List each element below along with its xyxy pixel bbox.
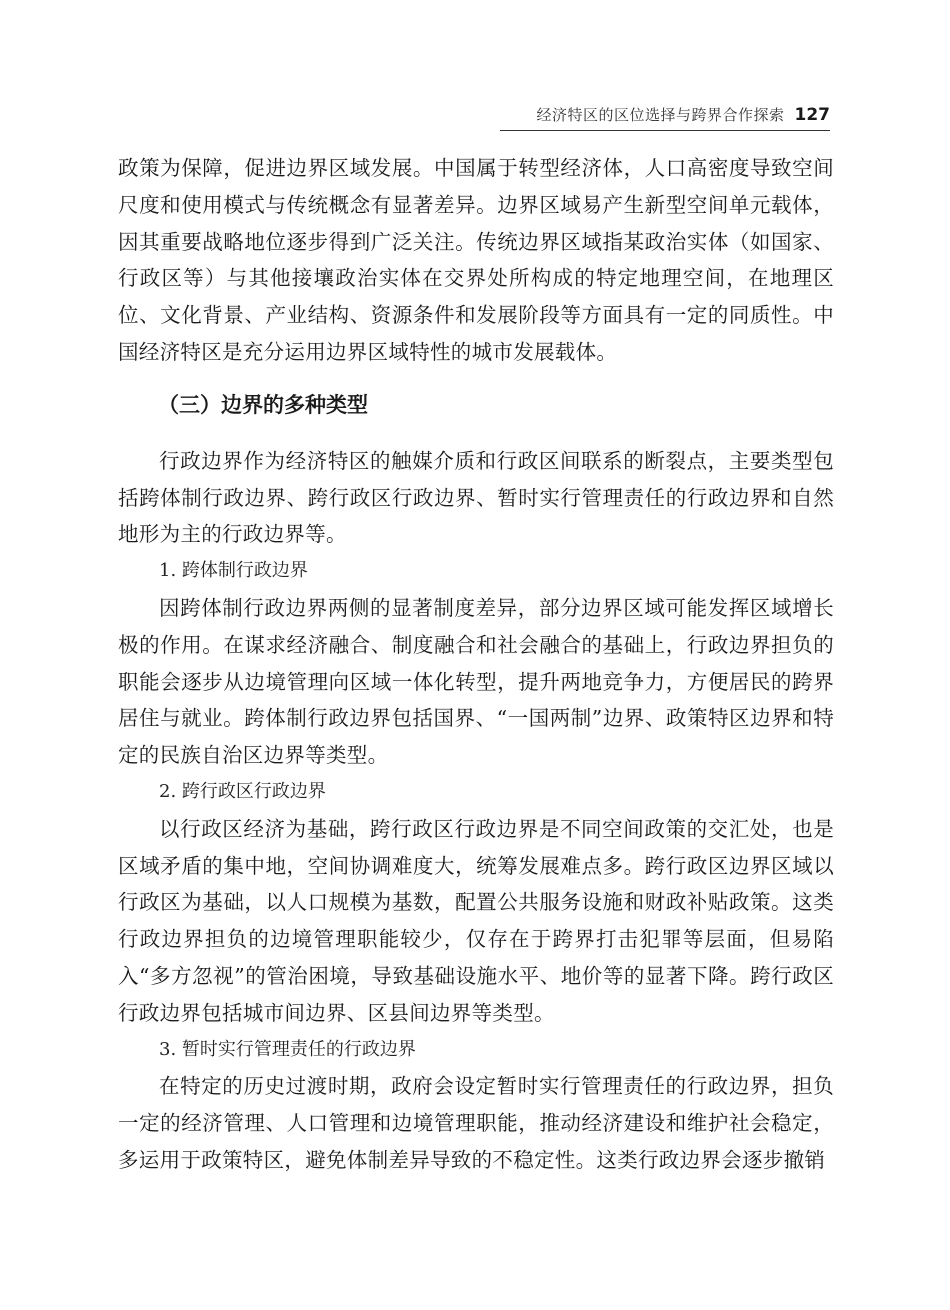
paragraph-overview: 行政边界作为经济特区的触媒介质和行政区间联系的断裂点，主要类型包括跨体制行政边界、跨行政区行政边界、暂时实行管理责任的行政边界和自然地形为主的行政边界等。 <box>118 448 834 547</box>
section-heading: （三）边界的多种类型 <box>158 392 368 417</box>
page-body <box>118 150 834 1179</box>
paragraph-subsection-2: 以行政区经济为基础，跨行政区行政边界是不同空间政策的交汇处，也是区域矛盾的集中地，空间协调难度大，统筹发展难点多。跨行政区边界区域以行政区为基础，以人口规模为基数，配置公共服务设施和财政补贴政策。这类行政边界担负的边境管理职能较少，仅存在于跨界打击犯罪等层面，但易陷入“多方忽视”的管治困境，导致基础设施水平、地价等的显著下降。跨行政区行政边界包括城市间边界、区县间边界等类型。 <box>118 816 834 1025</box>
paragraph-subsection-3: 在特定的历史过渡时期，政府会设定暂时实行管理责任的行政边界，担负一定的经济管理、人口管理和边境管理职能，推动经济建设和维护社会稳定，多运用于政策特区，避免体制差异导致的不稳定性。这类行政边界会逐步撤销 <box>118 1074 834 1172</box>
subsection-title-3: 3. 暂时实行管理责任的行政边界 <box>159 1038 416 1060</box>
subsection-title-1: 1. 跨体制行政边界 <box>159 560 308 582</box>
page-number: 127 <box>794 105 830 125</box>
running-title: 经济特区的区位选择与跨界合作探索 <box>536 106 785 124</box>
paragraph-subsection-1: 因跨体制行政边界两侧的显著制度差异，部分边界区域可能发挥区域增长极的作用。在谋求经济融合、制度融合和社会融合的基础上，行政边界担负的职能会逐步从边境管理向区域一体化转型，提升两地竞争力，方便居民的跨界居住与就业。跨体制行政边界包括国界、“一国两制”边界、政策特区边界和特定的民族自治区边界等类型。 <box>118 595 834 768</box>
paragraph-intro: 政策为保障，促进边界区域发展。中国属于转型经济体，人口高密度导致空间尺度和使用模式与传统概念有显著差异。边界区域易产生新型空间单元载体，因其重要战略地位逐步得到广泛关注。传统边界区域指某政治实体（如国家、行政区等）与其他接壤政治实体在交界处所构成的特定地理空间，在地理区位、文化背景、产业结构、资源条件和发展阶段等方面具有一定的同质性。中国经济特区是充分运用边界区域特性的城市发展载体。 <box>118 156 834 364</box>
subsection-title-2: 2. 跨行政区行政边界 <box>159 780 326 802</box>
running-header <box>500 104 830 131</box>
